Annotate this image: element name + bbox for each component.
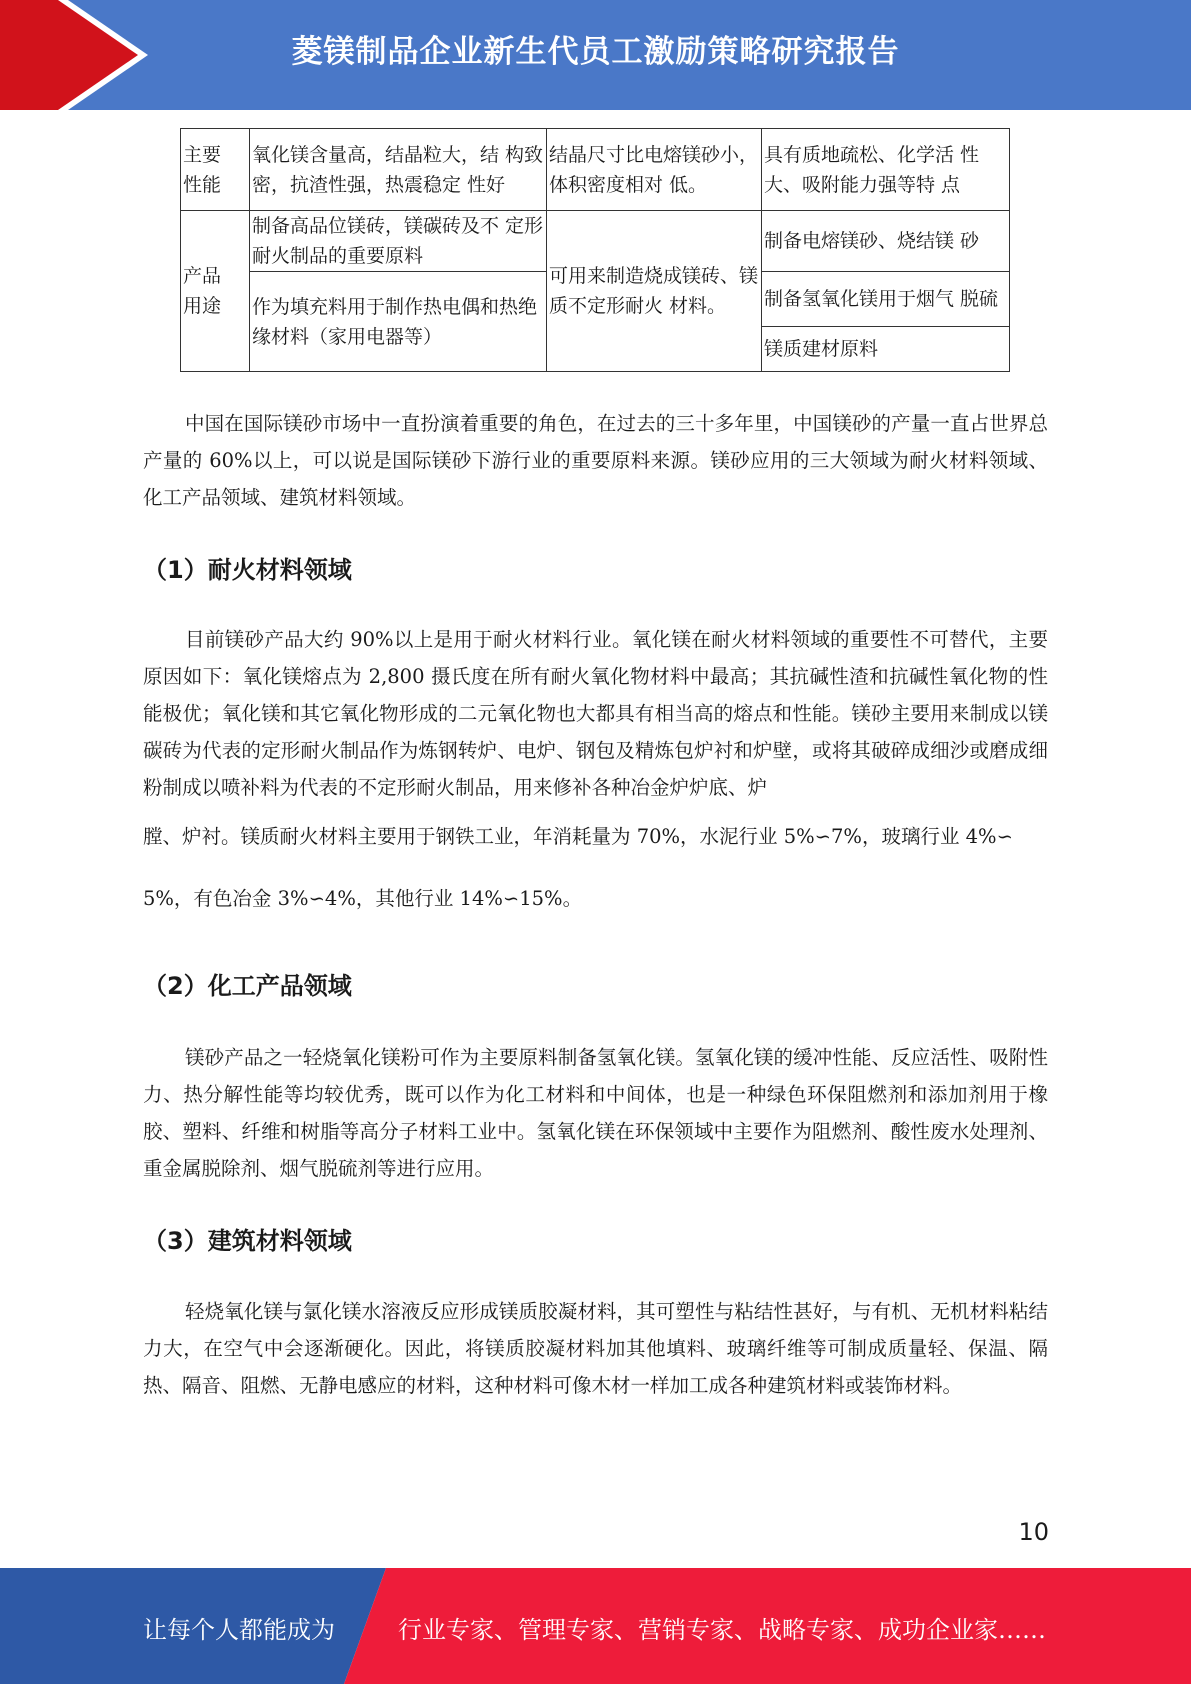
section-heading: （3）建筑材料领域 bbox=[143, 1227, 352, 1255]
row-label-performance: 主要 性能 bbox=[181, 129, 250, 211]
footer-slogan-left: 让每个人都能成为 bbox=[143, 1616, 335, 1644]
table-cell: 具有质地疏松、化学活 性大、吸附能力强等特 点 bbox=[762, 129, 1010, 211]
table-row bbox=[181, 211, 1010, 272]
section-paragraph: 5%，有色冶金 3%∽4%，其他行业 14%∽15%。 bbox=[143, 887, 583, 910]
table-row bbox=[181, 129, 1010, 211]
section-heading: （1）耐火材料领域 bbox=[143, 556, 352, 584]
table-cell: 可用来制造烧成镁砖、镁质不定形耐火 材料。 bbox=[547, 211, 762, 372]
header-bar bbox=[0, 0, 1191, 110]
row-label-usage: 产品 用途 bbox=[181, 211, 250, 372]
report-title: 菱镁制品企业新生代员工激励策略研究报告 bbox=[291, 34, 900, 70]
table-cell: 作为填充料用于制作热电偶和热绝缘材料（家用电器等） bbox=[250, 272, 547, 372]
table-cell: 制备电熔镁砂、烧结镁 砂 bbox=[762, 211, 1010, 272]
section-heading: （2）化工产品领域 bbox=[143, 972, 352, 1000]
magnesia-properties-table bbox=[180, 128, 1010, 372]
section-paragraph: 目前镁砂产品大约 90%以上是用于耐火材料行业。氧化镁在耐火材料领域的重要性不可替代，主要原因如下：氧化镁熔点为 2,800 摄氏度在所有耐火氧化物材料中最高；其抗碱性渣和抗碱性氧化物的性能极优；氧化镁和其它氧化物形成的二元氧化物也大都具有相当高的熔点和性能。镁砂主要用来制成以镁碳砖为代表的定形耐火制品作为炼钢转炉、电炉、钢包及精炼包炉衬和炉壁，或将其破碎成细沙或磨成细粉制成以喷补料为代表的不定形耐火制品，用来修补各种冶金炉炉底、炉 bbox=[143, 628, 1048, 799]
intro-paragraph: 中国在国际镁砂市场中一直扮演着重要的角色，在过去的三十多年里，中国镁砂的产量一直占世界总产量的 60%以上，可以说是国际镁砂下游行业的重要原料来源。镁砂应用的三大领域为耐火材料领域、化工产品领域、建筑材料领域。 bbox=[143, 412, 1048, 509]
section-paragraph: 膛、炉衬。镁质耐火材料主要用于钢铁工业，年消耗量为 70%，水泥行业 5%∽7%，玻璃行业 4%∽ bbox=[143, 825, 1013, 848]
table-cell: 制备氢氧化镁用于烟气 脱硫 bbox=[762, 272, 1010, 327]
footer-bar bbox=[0, 1568, 1191, 1684]
section-paragraph: 镁砂产品之一轻烧氧化镁粉可作为主要原料制备氢氧化镁。氢氧化镁的缓冲性能、反应活性、吸附性力、热分解性能等均较优秀，既可以作为化工材料和中间体，也是一种绿色环保阻燃剂和添加剂用于橡胶、塑料、纤维和树脂等高分子材料工业中。氢氧化镁在环保领域中主要作为阻燃剂、酸性废水处理剂、重金属脱除剂、烟气脱硫剂等进行应用。 bbox=[143, 1046, 1048, 1180]
table-cell: 氧化镁含量高，结晶粒大，结 构致密，抗渣性强，热震稳定 性好 bbox=[250, 129, 547, 211]
footer-slogan-right: 行业专家、管理专家、营销专家、战略专家、成功企业家…… bbox=[398, 1616, 1046, 1644]
section-paragraph: 轻烧氧化镁与氯化镁水溶液反应形成镁质胶凝材料，其可塑性与粘结性甚好，与有机、无机材料粘结力大，在空气中会逐渐硬化。因此，将镁质胶凝材料加其他填料、玻璃纤维等可制成质量轻、保温、隔热、隔音、阻燃、无静电感应的材料，这种材料可像木材一样加工成各种建筑材料或装饰材料。 bbox=[143, 1300, 1048, 1397]
table-cell: 镁质建材原料 bbox=[762, 327, 1010, 372]
page-number: 10 bbox=[1018, 1518, 1049, 1546]
table-cell: 结晶尺寸比电熔镁砂小，体积密度相对 低。 bbox=[547, 129, 762, 211]
table-cell: 制备高品位镁砖，镁碳砖及不 定形耐火制品的重要原料 bbox=[250, 211, 547, 272]
